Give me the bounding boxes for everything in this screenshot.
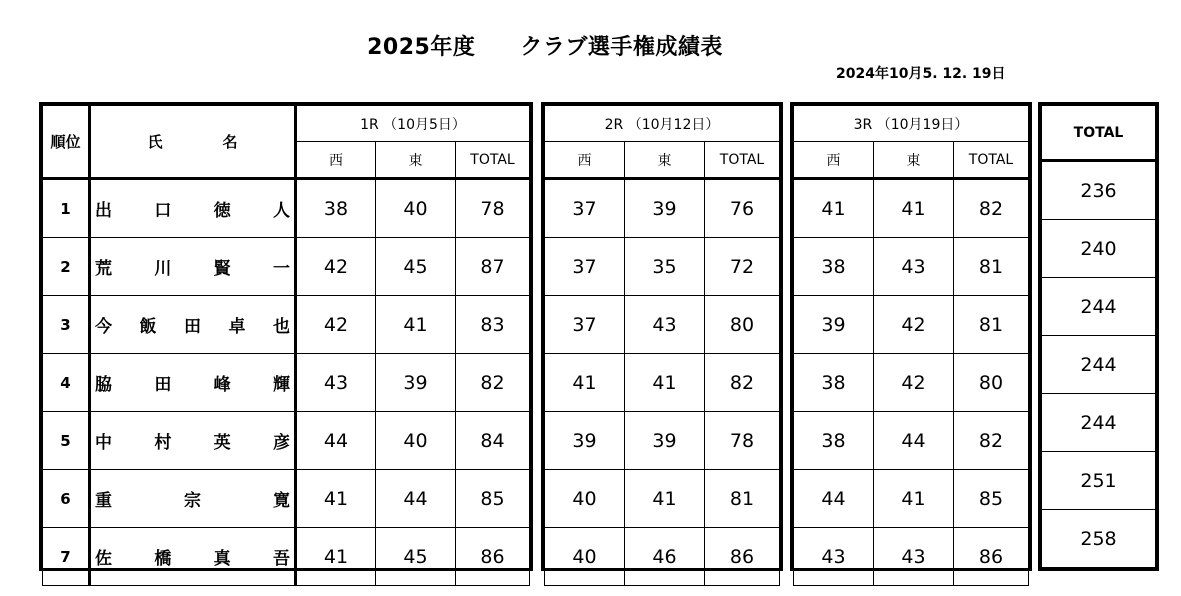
grand-total-score: 240 bbox=[1042, 220, 1156, 278]
name-char: 一 bbox=[272, 259, 290, 279]
r3-east-score: 42 bbox=[874, 296, 954, 354]
r2-total-score: 80 bbox=[705, 296, 780, 354]
table-row bbox=[794, 412, 1029, 470]
table-row bbox=[545, 528, 780, 586]
name-char: 佐 bbox=[95, 549, 112, 569]
r2-west-score: 40 bbox=[545, 528, 625, 586]
r1-east-score: 45 bbox=[376, 528, 456, 586]
grand-total-score: 258 bbox=[1042, 510, 1156, 568]
table-row bbox=[43, 470, 530, 528]
player-name bbox=[90, 470, 296, 528]
table-row bbox=[1042, 510, 1156, 568]
grand-total-score: 244 bbox=[1042, 394, 1156, 452]
r3-east-score: 44 bbox=[874, 412, 954, 470]
table-row bbox=[43, 412, 530, 470]
table-row bbox=[1042, 278, 1156, 336]
name-char: 真 bbox=[213, 549, 231, 569]
r1-east-score: 40 bbox=[376, 412, 456, 470]
round3-title: 3R （10月19日） bbox=[794, 106, 1029, 142]
r1-west-score: 41 bbox=[296, 528, 376, 586]
table-row bbox=[545, 470, 780, 528]
round1-total-header: TOTAL bbox=[456, 142, 530, 179]
name-char: 川 bbox=[154, 259, 172, 279]
r2-total-score: 76 bbox=[705, 179, 780, 238]
grand-total-score: 244 bbox=[1042, 336, 1156, 394]
r3-east-score: 41 bbox=[874, 470, 954, 528]
r2-total-score: 82 bbox=[705, 354, 780, 412]
r2-west-score: 41 bbox=[545, 354, 625, 412]
table-row bbox=[545, 412, 780, 470]
r3-west-score: 39 bbox=[794, 296, 874, 354]
r3-total-score: 80 bbox=[954, 354, 1029, 412]
name-char: 脇 bbox=[95, 375, 112, 395]
r1-total-score: 87 bbox=[456, 238, 530, 296]
round2-block bbox=[541, 102, 783, 571]
table-row bbox=[794, 354, 1029, 412]
table-row bbox=[1042, 161, 1156, 220]
r3-total-score: 85 bbox=[954, 470, 1029, 528]
rank-cell: 6 bbox=[43, 470, 90, 528]
r1-total-score: 85 bbox=[456, 470, 530, 528]
round3-total-header: TOTAL bbox=[954, 142, 1029, 179]
table-row bbox=[1042, 220, 1156, 278]
table-row bbox=[545, 296, 780, 354]
name-char: 田 bbox=[154, 375, 172, 395]
player-name bbox=[90, 179, 296, 238]
r3-west-score: 44 bbox=[794, 470, 874, 528]
name-header bbox=[90, 106, 296, 179]
round2-total-header: TOTAL bbox=[705, 142, 780, 179]
table-row bbox=[794, 296, 1029, 354]
name-char: 吾 bbox=[272, 549, 290, 569]
r1-west-score: 42 bbox=[296, 238, 376, 296]
player-name bbox=[90, 412, 296, 470]
round2-east-header: 東 bbox=[625, 142, 705, 179]
round1-block bbox=[39, 102, 533, 571]
table-row bbox=[545, 238, 780, 296]
r3-total-score: 82 bbox=[954, 412, 1029, 470]
name-char: 也 bbox=[273, 317, 290, 337]
r3-total-score: 81 bbox=[954, 296, 1029, 354]
name-char: 中 bbox=[95, 433, 112, 453]
round1-title: 1R （10月5日） bbox=[296, 106, 530, 142]
name-char: 田 bbox=[184, 317, 201, 337]
r3-total-score: 86 bbox=[954, 528, 1029, 586]
name-char: 徳 bbox=[213, 201, 231, 221]
table-row bbox=[43, 238, 530, 296]
r2-west-score: 37 bbox=[545, 238, 625, 296]
player-name bbox=[90, 296, 296, 354]
r1-west-score: 43 bbox=[296, 354, 376, 412]
table-row bbox=[545, 179, 780, 238]
table-row bbox=[794, 470, 1029, 528]
grand-total-score: 244 bbox=[1042, 278, 1156, 336]
name-char: 彦 bbox=[272, 433, 290, 453]
r3-total-score: 81 bbox=[954, 238, 1029, 296]
r2-east-score: 39 bbox=[625, 412, 705, 470]
name-char: 寛 bbox=[273, 491, 290, 511]
table-row bbox=[43, 528, 530, 586]
table-row bbox=[43, 354, 530, 412]
name-char: 英 bbox=[213, 433, 231, 453]
r3-east-score: 43 bbox=[874, 528, 954, 586]
r1-east-score: 40 bbox=[376, 179, 456, 238]
name-char: 村 bbox=[154, 433, 172, 453]
round3-west-header: 西 bbox=[794, 142, 874, 179]
grand-total-score: 251 bbox=[1042, 452, 1156, 510]
r1-total-score: 78 bbox=[456, 179, 530, 238]
rank-cell: 3 bbox=[43, 296, 90, 354]
r2-east-score: 39 bbox=[625, 179, 705, 238]
round2-title: 2R （10月12日） bbox=[545, 106, 780, 142]
table-row bbox=[1042, 452, 1156, 510]
r2-west-score: 40 bbox=[545, 470, 625, 528]
round3-east-header: 東 bbox=[874, 142, 954, 179]
r3-west-score: 41 bbox=[794, 179, 874, 238]
rank-header: 順位 bbox=[43, 106, 90, 179]
r1-west-score: 38 bbox=[296, 179, 376, 238]
r2-west-score: 39 bbox=[545, 412, 625, 470]
event-dates: 2024年10月5. 12. 19日 bbox=[836, 66, 1006, 82]
name-char: 今 bbox=[95, 317, 112, 337]
r2-west-score: 37 bbox=[545, 296, 625, 354]
r1-west-score: 41 bbox=[296, 470, 376, 528]
r3-east-score: 42 bbox=[874, 354, 954, 412]
r2-total-score: 78 bbox=[705, 412, 780, 470]
name-char: 卓 bbox=[228, 317, 246, 337]
r2-east-score: 43 bbox=[625, 296, 705, 354]
name-char: 重 bbox=[95, 491, 112, 511]
name-header-a: 氏 bbox=[147, 133, 163, 151]
r3-east-score: 43 bbox=[874, 238, 954, 296]
name-char: 人 bbox=[272, 201, 290, 221]
page-title: 2025年度 クラブ選手権成績表 bbox=[367, 35, 723, 60]
r1-west-score: 42 bbox=[296, 296, 376, 354]
table-row bbox=[43, 179, 530, 238]
r2-east-score: 41 bbox=[625, 470, 705, 528]
rank-cell: 4 bbox=[43, 354, 90, 412]
table-row bbox=[794, 238, 1029, 296]
r1-east-score: 39 bbox=[376, 354, 456, 412]
name-char: 荒 bbox=[95, 259, 112, 279]
player-name bbox=[90, 354, 296, 412]
name-char: 飯 bbox=[139, 317, 157, 337]
r2-total-score: 72 bbox=[705, 238, 780, 296]
r2-east-score: 41 bbox=[625, 354, 705, 412]
table-row bbox=[43, 296, 530, 354]
name-char: 出 bbox=[95, 201, 112, 221]
r3-west-score: 43 bbox=[794, 528, 874, 586]
name-char: 賢 bbox=[213, 259, 231, 279]
r1-total-score: 83 bbox=[456, 296, 530, 354]
grand-total-header: TOTAL bbox=[1042, 106, 1156, 161]
r1-east-score: 44 bbox=[376, 470, 456, 528]
r1-east-score: 45 bbox=[376, 238, 456, 296]
table-row bbox=[1042, 394, 1156, 452]
r2-east-score: 35 bbox=[625, 238, 705, 296]
r3-west-score: 38 bbox=[794, 412, 874, 470]
r1-east-score: 41 bbox=[376, 296, 456, 354]
r2-west-score: 37 bbox=[545, 179, 625, 238]
r2-total-score: 86 bbox=[705, 528, 780, 586]
r3-west-score: 38 bbox=[794, 354, 874, 412]
r1-total-score: 84 bbox=[456, 412, 530, 470]
r2-total-score: 81 bbox=[705, 470, 780, 528]
name-char: 輝 bbox=[272, 375, 290, 395]
r1-total-score: 82 bbox=[456, 354, 530, 412]
r3-east-score: 41 bbox=[874, 179, 954, 238]
round2-west-header: 西 bbox=[545, 142, 625, 179]
table-row bbox=[545, 354, 780, 412]
rank-cell: 2 bbox=[43, 238, 90, 296]
table-row bbox=[794, 179, 1029, 238]
player-name bbox=[90, 528, 296, 586]
name-header-b: 名 bbox=[222, 133, 238, 151]
player-name bbox=[90, 238, 296, 296]
r3-total-score: 82 bbox=[954, 179, 1029, 238]
grand-total-block bbox=[1038, 102, 1159, 571]
name-char: 口 bbox=[154, 201, 172, 221]
table-row bbox=[794, 528, 1029, 586]
rank-cell: 7 bbox=[43, 528, 90, 586]
table-row bbox=[1042, 336, 1156, 394]
rank-cell: 5 bbox=[43, 412, 90, 470]
round1-west-header: 西 bbox=[296, 142, 376, 179]
rank-cell: 1 bbox=[43, 179, 90, 238]
r2-east-score: 46 bbox=[625, 528, 705, 586]
round1-east-header: 東 bbox=[376, 142, 456, 179]
r3-west-score: 38 bbox=[794, 238, 874, 296]
name-char: 峰 bbox=[213, 375, 231, 395]
grand-total-score: 236 bbox=[1042, 161, 1156, 220]
name-char: 橋 bbox=[154, 549, 172, 569]
round3-block bbox=[790, 102, 1032, 571]
name-char: 宗 bbox=[184, 491, 201, 511]
r1-west-score: 44 bbox=[296, 412, 376, 470]
r1-total-score: 86 bbox=[456, 528, 530, 586]
